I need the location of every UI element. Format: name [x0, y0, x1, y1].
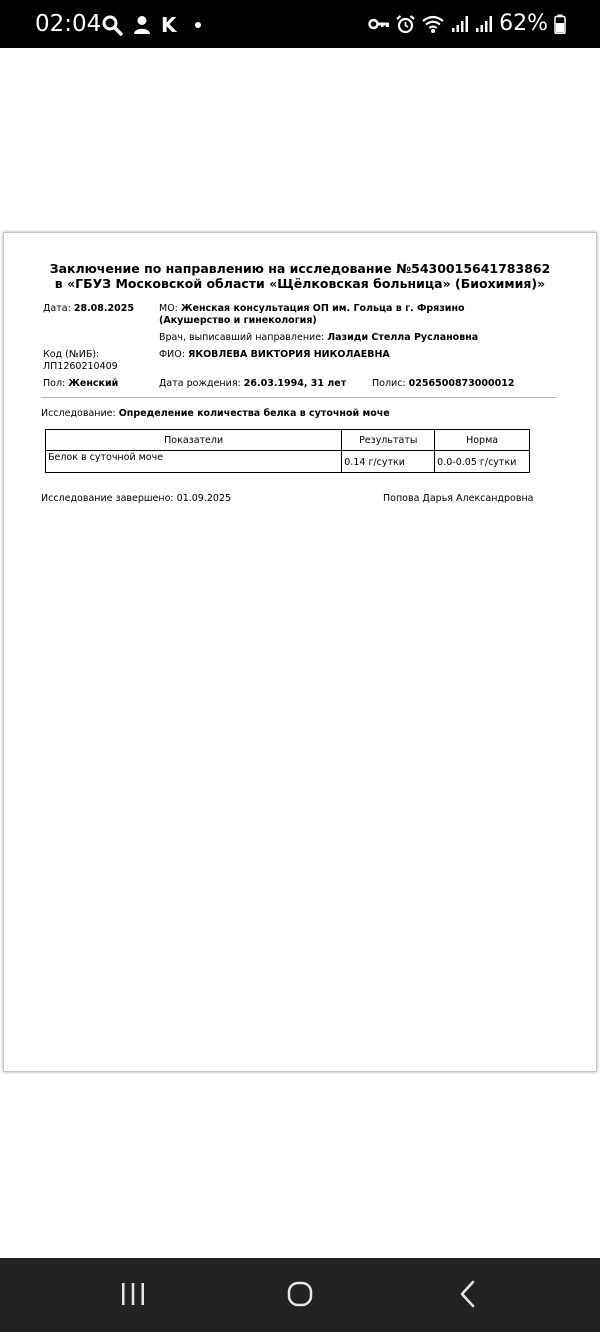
sex-block [43, 378, 118, 390]
status-bar [0, 0, 600, 48]
header-result: Результаты [342, 430, 435, 451]
table-row [46, 451, 530, 473]
doctor-label: Врач, выписавший направление: [159, 332, 325, 343]
study-block [41, 408, 390, 420]
divider [41, 397, 556, 398]
doctor-value: Лазиди Стелла Руслановна [327, 332, 479, 343]
birth-value: 26.03.1994, 31 лет [243, 378, 347, 389]
status-left-icons [101, 14, 201, 36]
signal-icon [451, 15, 469, 33]
mo-label: МО: [159, 303, 178, 314]
study-label: Исследование: [41, 408, 116, 419]
code-label: Код (№ИБ): [43, 349, 100, 360]
header-norm: Норма [435, 430, 530, 451]
birth-block [159, 378, 346, 390]
search-icon [101, 14, 123, 36]
status-time: 02:04 [35, 11, 102, 37]
cell-indicator: Белок в суточной моче [46, 451, 342, 473]
battery-icon [554, 14, 566, 34]
cell-norm: 0.0-0.05 г/сутки [435, 451, 530, 473]
header-indicator: Показатели [46, 430, 342, 451]
policy-block [372, 378, 514, 390]
sex-label: Пол: [43, 378, 66, 389]
mo-value: Женская консультация ОП им. Гольца в г. Фрязино [180, 303, 465, 314]
fio-value: ЯКОВЛЕВА ВИКТОРИЯ НИКОЛАЕВНА [188, 349, 390, 360]
code-value: ЛП1260210409 [43, 361, 118, 372]
wifi-icon [421, 14, 445, 34]
table-header-row [46, 430, 530, 451]
vpn-key-icon [368, 17, 390, 31]
person-icon [133, 15, 151, 35]
cell-result: 0.14 г/сутки [342, 451, 435, 473]
fio-block [159, 349, 390, 361]
sex-value: Женский [68, 378, 119, 389]
policy-value: 0256500873000012 [408, 378, 515, 389]
navigation-bar [0, 1258, 600, 1332]
policy-label: Полис: [372, 378, 406, 389]
date-label: Дата: [43, 303, 71, 314]
home-icon[interactable] [280, 1278, 320, 1312]
status-right-icons [368, 10, 566, 38]
back-icon[interactable] [448, 1278, 488, 1312]
notification-dot-icon [195, 22, 201, 28]
study-value: Определение количества белка в суточной моче [118, 408, 390, 419]
completed-text: Исследование завершено: 01.09.2025 [41, 493, 232, 504]
document-viewer[interactable] [0, 48, 600, 1258]
battery-percent: 62% [499, 11, 548, 36]
mo-value-line-2: (Акушерство и гинекология) [159, 315, 317, 326]
date-value: 28.08.2025 [73, 303, 134, 314]
k-app-icon: K [161, 13, 177, 37]
signer-name: Попова Дарья Александровна [383, 493, 534, 504]
recent-apps-icon[interactable] [113, 1278, 153, 1312]
birth-label: Дата рождения: [159, 378, 241, 389]
doctor-block [159, 332, 478, 344]
results-table [45, 429, 530, 473]
signal-icon [475, 15, 493, 33]
document-title [4, 261, 596, 291]
mo-block [159, 303, 465, 315]
title-line-2: в «ГБУЗ Московской области «Щёлковская больница» (Биохимия)» [54, 276, 546, 291]
alarm-icon [396, 15, 415, 34]
document-page[interactable] [3, 232, 597, 1072]
date-block [43, 303, 134, 315]
title-line-1: Заключение по направлению на исследование №5430015641783862 [49, 261, 551, 276]
fio-label: ФИО: [159, 349, 185, 360]
